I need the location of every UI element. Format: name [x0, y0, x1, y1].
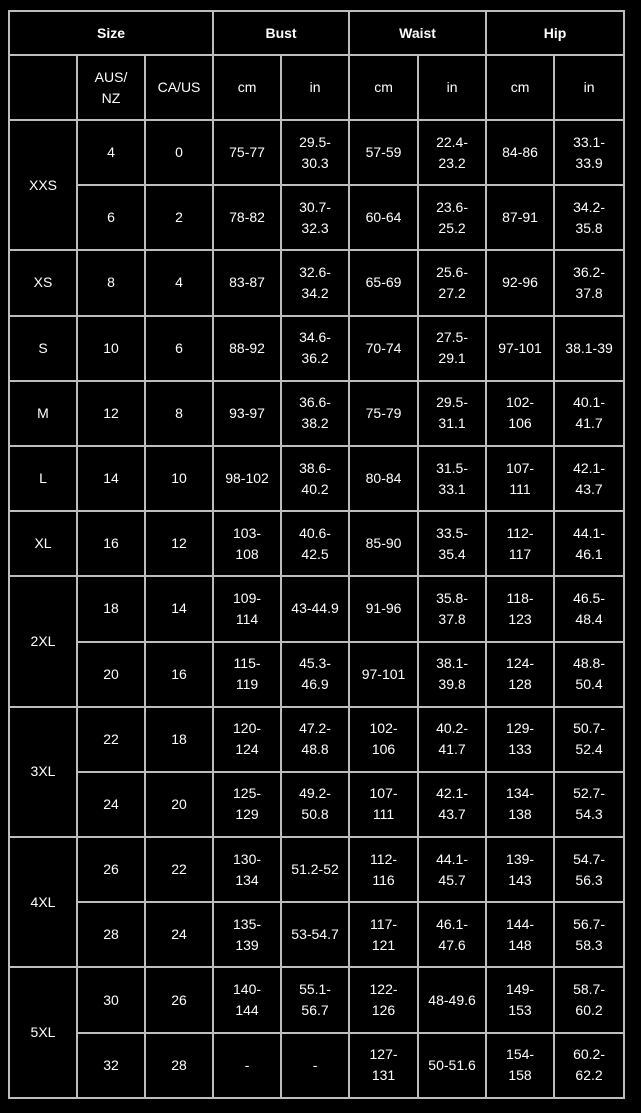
cell-waist-cm — [349, 642, 418, 707]
cell-value: 36.6- 38.2 — [299, 394, 331, 432]
cell-value: 4 — [175, 274, 183, 291]
cell-aus-nz — [77, 446, 145, 511]
cell-ca-us — [145, 576, 213, 641]
cell-value: 36.2- 37.8 — [573, 263, 605, 301]
size-label: L — [39, 470, 47, 487]
size-label-cell — [9, 511, 77, 576]
cell-value: 12 — [103, 404, 119, 421]
cell-value: 83-87 — [229, 274, 265, 291]
header-unit-aus-nz: AUS/ NZ — [77, 55, 145, 120]
cell-ca-us — [145, 837, 213, 902]
cell-ca-us — [145, 511, 213, 576]
cell-waist-in — [418, 837, 486, 902]
cell-hip-in — [554, 902, 624, 967]
cell-hip-in — [554, 446, 624, 511]
cell-value: 38.1-39 — [565, 339, 613, 356]
cell-bust-in — [281, 1033, 349, 1098]
table-row — [9, 967, 624, 1032]
cell-value: 40.6- 42.5 — [299, 524, 331, 562]
cell-value: 48-49.6 — [428, 991, 476, 1008]
cell-value: 117- 121 — [370, 915, 398, 953]
cell-value: 88-92 — [229, 339, 265, 356]
cell-value: 127- 131 — [369, 1046, 398, 1084]
size-label: S — [38, 339, 48, 356]
cell-bust-in — [281, 837, 349, 902]
cell-ca-us — [145, 185, 213, 250]
cell-bust-cm — [213, 185, 281, 250]
cell-hip-in — [554, 576, 624, 641]
cell-bust-cm — [213, 120, 281, 185]
cell-value: 34.6- 36.2 — [299, 329, 331, 367]
cell-ca-us — [145, 707, 213, 772]
cell-value: 32.6- 34.2 — [299, 263, 331, 301]
cell-value: 120- 124 — [233, 720, 262, 758]
cell-value: 14 — [103, 470, 119, 487]
cell-bust-cm — [213, 707, 281, 772]
size-label-cell — [9, 381, 77, 446]
cell-value: 129- 133 — [506, 720, 535, 758]
cell-value: 135- 139 — [233, 915, 262, 953]
cell-value: 130- 134 — [233, 850, 262, 888]
cell-hip-cm — [486, 316, 554, 381]
cell-bust-cm — [213, 511, 281, 576]
cell-value: 43-44.9 — [291, 600, 339, 617]
size-label-cell — [9, 316, 77, 381]
cell-value: 139- 143 — [506, 850, 535, 888]
cell-waist-in — [418, 707, 486, 772]
cell-value: 23.6- 25.2 — [436, 198, 468, 236]
cell-value: 40.1- 41.7 — [573, 394, 605, 432]
table-row — [9, 902, 624, 967]
cell-hip-cm — [486, 902, 554, 967]
cell-hip-in — [554, 967, 624, 1032]
cell-hip-cm — [486, 837, 554, 902]
cell-bust-in — [281, 446, 349, 511]
cell-waist-cm — [349, 902, 418, 967]
cell-value: 154- 158 — [506, 1046, 535, 1084]
cell-value: 144- 148 — [506, 915, 535, 953]
cell-value: 107- 111 — [369, 785, 398, 823]
header-unit-ca-us: CA/US — [145, 55, 213, 120]
cell-value: 26 — [171, 991, 187, 1008]
cell-hip-cm — [486, 185, 554, 250]
cell-value: 14 — [171, 600, 187, 617]
cell-bust-cm — [213, 316, 281, 381]
header-waist: Waist — [349, 11, 486, 55]
cell-value: 12 — [171, 535, 187, 552]
cell-value: 103- 108 — [233, 524, 262, 562]
cell-value: 30 — [103, 991, 119, 1008]
cell-hip-in — [554, 642, 624, 707]
cell-value: 46.5- 48.4 — [573, 589, 605, 627]
cell-value: 78-82 — [229, 209, 265, 226]
cell-bust-cm — [213, 381, 281, 446]
cell-hip-cm — [486, 250, 554, 315]
cell-aus-nz — [77, 967, 145, 1032]
cell-bust-cm — [213, 902, 281, 967]
cell-hip-cm — [486, 120, 554, 185]
cell-waist-in — [418, 185, 486, 250]
cell-value: 45.3- 46.9 — [299, 655, 331, 693]
cell-bust-cm — [213, 1033, 281, 1098]
cell-aus-nz — [77, 902, 145, 967]
cell-ca-us — [145, 772, 213, 837]
table-row — [9, 381, 624, 446]
cell-waist-in — [418, 511, 486, 576]
cell-value: 53-54.7 — [291, 926, 339, 943]
cell-aus-nz — [77, 707, 145, 772]
cell-hip-in — [554, 185, 624, 250]
cell-bust-in — [281, 120, 349, 185]
cell-waist-cm — [349, 1033, 418, 1098]
cell-bust-in — [281, 250, 349, 315]
table-row — [9, 642, 624, 707]
cell-waist-in — [418, 446, 486, 511]
cell-value: 29.5- 31.1 — [436, 394, 468, 432]
cell-value: 97-101 — [498, 339, 542, 356]
table-row — [9, 837, 624, 902]
cell-aus-nz — [77, 837, 145, 902]
cell-value: 24 — [103, 795, 119, 812]
header-unit-hip-in: in — [554, 55, 624, 120]
cell-value: 27.5- 29.1 — [436, 329, 468, 367]
cell-waist-in — [418, 316, 486, 381]
cell-value: 75-77 — [229, 144, 265, 161]
cell-waist-in — [418, 576, 486, 641]
cell-hip-cm — [486, 642, 554, 707]
cell-ca-us — [145, 902, 213, 967]
cell-value: 31.5- 33.1 — [436, 459, 468, 497]
cell-value: 112- 116 — [370, 850, 398, 888]
cell-waist-cm — [349, 576, 418, 641]
cell-value: 122- 126 — [369, 981, 398, 1019]
cell-value: - — [244, 1056, 250, 1073]
cell-waist-in — [418, 772, 486, 837]
cell-value: 47.2- 48.8 — [299, 720, 331, 758]
cell-value: 10 — [103, 339, 119, 356]
cell-value: 29.5- 30.3 — [299, 133, 331, 171]
cell-value: 33.1- 33.9 — [573, 133, 605, 171]
table-row — [9, 120, 624, 185]
cell-value: 28 — [171, 1056, 187, 1073]
cell-value: 118- 123 — [506, 589, 534, 627]
cell-value: 25.6- 27.2 — [436, 263, 468, 301]
cell-value: 42.1- 43.7 — [436, 785, 468, 823]
table-row — [9, 250, 624, 315]
cell-waist-in — [418, 250, 486, 315]
table-row — [9, 185, 624, 250]
cell-aus-nz — [77, 381, 145, 446]
cell-value: 18 — [103, 600, 119, 617]
cell-value: 84-86 — [502, 144, 538, 161]
cell-value: 102- 106 — [506, 394, 535, 432]
size-label: XS — [33, 274, 53, 291]
cell-ca-us — [145, 316, 213, 381]
cell-value: 49.2- 50.8 — [299, 785, 331, 823]
cell-bust-cm — [213, 576, 281, 641]
cell-hip-cm — [486, 772, 554, 837]
cell-value: 24 — [171, 926, 187, 943]
cell-ca-us — [145, 642, 213, 707]
cell-value: 60-64 — [365, 209, 402, 226]
cell-value: 34.2- 35.8 — [573, 198, 605, 236]
header-hip: Hip — [486, 11, 624, 55]
cell-value: 57-59 — [365, 144, 402, 161]
size-label: M — [37, 404, 49, 421]
cell-bust-cm — [213, 446, 281, 511]
cell-value: 48.8- 50.4 — [573, 655, 605, 693]
size-rows — [9, 120, 624, 1098]
size-label: 5XL — [30, 1024, 56, 1041]
cell-bust-in — [281, 707, 349, 772]
cell-value: 124- 128 — [506, 655, 535, 693]
cell-value: 60.2- 62.2 — [573, 1046, 605, 1084]
cell-bust-cm — [213, 837, 281, 902]
size-chart-table — [8, 10, 625, 1099]
cell-value: 56.7- 58.3 — [573, 915, 605, 953]
table-row — [9, 707, 624, 772]
cell-value: 65-69 — [365, 274, 402, 291]
cell-aus-nz — [77, 1033, 145, 1098]
header-size: Size — [9, 11, 213, 55]
cell-value: 4 — [107, 144, 115, 161]
table-row — [9, 1033, 624, 1098]
cell-value: 0 — [175, 144, 183, 161]
cell-waist-cm — [349, 511, 418, 576]
header-unit-bust-cm: cm — [213, 55, 281, 120]
cell-value: 44.1- 45.7 — [436, 850, 468, 888]
cell-aus-nz — [77, 316, 145, 381]
cell-hip-in — [554, 511, 624, 576]
size-label-cell — [9, 707, 77, 837]
cell-value: 75-79 — [365, 404, 402, 421]
header-unit-bust-in: in — [281, 55, 349, 120]
cell-waist-cm — [349, 316, 418, 381]
cell-bust-in — [281, 511, 349, 576]
cell-value: 55.1- 56.7 — [299, 981, 331, 1019]
cell-value: 10 — [171, 470, 187, 487]
cell-waist-cm — [349, 185, 418, 250]
cell-hip-in — [554, 120, 624, 185]
header-unit-waist-in: in — [418, 55, 486, 120]
header-group-row — [9, 11, 624, 55]
table-row — [9, 511, 624, 576]
cell-aus-nz — [77, 120, 145, 185]
cell-hip-in — [554, 1033, 624, 1098]
cell-bust-in — [281, 381, 349, 446]
cell-aus-nz — [77, 250, 145, 315]
cell-waist-cm — [349, 446, 418, 511]
header-bust: Bust — [213, 11, 349, 55]
cell-bust-in — [281, 642, 349, 707]
cell-aus-nz — [77, 642, 145, 707]
cell-hip-in — [554, 250, 624, 315]
cell-hip-in — [554, 316, 624, 381]
cell-value: 112- 117 — [506, 524, 534, 562]
cell-ca-us — [145, 250, 213, 315]
cell-hip-cm — [486, 1033, 554, 1098]
size-label-cell — [9, 576, 77, 706]
cell-value: 38.1- 39.8 — [436, 655, 468, 693]
cell-hip-cm — [486, 446, 554, 511]
header-unit-waist-cm: cm — [349, 55, 418, 120]
cell-value: 93-97 — [229, 404, 265, 421]
cell-value: 22.4- 23.2 — [436, 133, 468, 171]
cell-value: 26 — [103, 861, 119, 878]
cell-aus-nz — [77, 576, 145, 641]
cell-waist-in — [418, 902, 486, 967]
table-row — [9, 446, 624, 511]
cell-value: 42.1- 43.7 — [573, 459, 605, 497]
cell-waist-cm — [349, 837, 418, 902]
cell-value: 6 — [107, 209, 115, 226]
cell-value: 18 — [171, 730, 187, 747]
cell-value: 85-90 — [365, 535, 402, 552]
cell-waist-cm — [349, 250, 418, 315]
cell-value: 22 — [171, 861, 187, 878]
cell-value: 30.7- 32.3 — [299, 198, 331, 236]
cell-waist-cm — [349, 772, 418, 837]
cell-value: 87-91 — [502, 209, 538, 226]
size-label-cell — [9, 446, 77, 511]
cell-waist-in — [418, 642, 486, 707]
cell-value: 33.5- 35.4 — [436, 524, 468, 562]
size-label-cell — [9, 250, 77, 315]
cell-hip-in — [554, 381, 624, 446]
cell-waist-cm — [349, 967, 418, 1032]
cell-value: 80-84 — [365, 470, 402, 487]
cell-bust-in — [281, 967, 349, 1032]
size-label: XXS — [28, 176, 57, 193]
cell-value: 40.2- 41.7 — [436, 720, 468, 758]
size-label-cell — [9, 837, 77, 967]
cell-hip-cm — [486, 576, 554, 641]
cell-bust-in — [281, 772, 349, 837]
cell-bust-cm — [213, 772, 281, 837]
cell-value: 102- 106 — [369, 720, 398, 758]
cell-value: 92-96 — [502, 274, 538, 291]
header-unit-hip-cm: cm — [486, 55, 554, 120]
cell-value: 8 — [107, 274, 115, 291]
cell-value: 16 — [171, 665, 187, 682]
cell-bust-cm — [213, 250, 281, 315]
cell-waist-cm — [349, 381, 418, 446]
cell-value: - — [312, 1056, 318, 1073]
cell-value: 70-74 — [365, 339, 402, 356]
cell-ca-us — [145, 1033, 213, 1098]
cell-value: 46.1- 47.6 — [436, 915, 468, 953]
size-label: 4XL — [30, 893, 56, 910]
cell-value: 134- 138 — [506, 785, 535, 823]
cell-value: 16 — [103, 535, 119, 552]
cell-value: 125- 129 — [233, 785, 262, 823]
cell-value: 107- 111 — [506, 459, 535, 497]
size-label-cell — [9, 967, 77, 1097]
cell-value: 50-51.6 — [428, 1056, 476, 1073]
cell-waist-in — [418, 120, 486, 185]
cell-bust-cm — [213, 642, 281, 707]
cell-hip-in — [554, 772, 624, 837]
cell-value: 97-101 — [361, 665, 406, 682]
cell-bust-in — [281, 185, 349, 250]
cell-value: 22 — [103, 730, 119, 747]
cell-value: 98-102 — [225, 470, 269, 487]
cell-value: 28 — [103, 926, 119, 943]
cell-value: 109- 114 — [233, 589, 262, 627]
cell-ca-us — [145, 446, 213, 511]
cell-value: 149- 153 — [506, 981, 535, 1019]
cell-aus-nz — [77, 511, 145, 576]
cell-bust-in — [281, 576, 349, 641]
cell-value: 140- 144 — [233, 981, 262, 1019]
cell-aus-nz — [77, 185, 145, 250]
cell-value: 35.8- 37.8 — [436, 589, 468, 627]
cell-bust-cm — [213, 967, 281, 1032]
cell-value: 91-96 — [365, 600, 402, 617]
cell-hip-cm — [486, 967, 554, 1032]
cell-hip-cm — [486, 381, 554, 446]
cell-hip-cm — [486, 707, 554, 772]
cell-waist-in — [418, 381, 486, 446]
cell-waist-cm — [349, 707, 418, 772]
size-label: 3XL — [30, 763, 56, 780]
cell-value: 38.6- 40.2 — [299, 459, 331, 497]
table-row — [9, 772, 624, 837]
table-row — [9, 576, 624, 641]
cell-value: 52.7- 54.3 — [573, 785, 605, 823]
cell-value: 51.2-52 — [291, 861, 339, 878]
cell-waist-in — [418, 1033, 486, 1098]
cell-hip-in — [554, 837, 624, 902]
cell-ca-us — [145, 120, 213, 185]
cell-value: 20 — [171, 795, 187, 812]
cell-value: 58.7- 60.2 — [573, 981, 605, 1019]
size-label: 2XL — [30, 633, 56, 649]
size-label: XL — [34, 535, 52, 552]
cell-value: 54.7- 56.3 — [573, 850, 605, 888]
cell-ca-us — [145, 967, 213, 1032]
header-unit-row — [9, 55, 624, 120]
cell-aus-nz — [77, 772, 145, 837]
cell-hip-cm — [486, 511, 554, 576]
cell-value: 2 — [175, 209, 183, 226]
cell-waist-cm — [349, 120, 418, 185]
cell-bust-in — [281, 902, 349, 967]
table-row — [9, 316, 624, 381]
cell-waist-in — [418, 967, 486, 1032]
cell-value: 6 — [175, 339, 183, 356]
cell-bust-in — [281, 316, 349, 381]
cell-value: 8 — [175, 404, 183, 421]
cell-value: 44.1- 46.1 — [573, 524, 605, 562]
header-unit-blank — [9, 55, 77, 120]
cell-value: 50.7- 52.4 — [573, 720, 605, 758]
cell-ca-us — [145, 381, 213, 446]
size-label-cell — [9, 120, 77, 250]
cell-value: 20 — [103, 665, 119, 682]
cell-value: 115- 119 — [233, 655, 261, 693]
cell-hip-in — [554, 707, 624, 772]
cell-value: 32 — [103, 1056, 119, 1073]
